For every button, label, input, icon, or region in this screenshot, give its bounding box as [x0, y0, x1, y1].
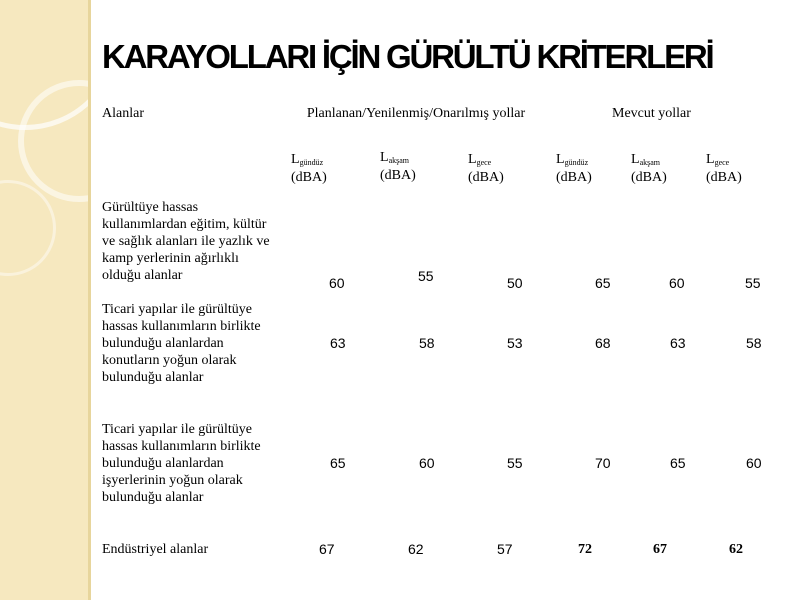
header-existing-roads: Mevcut yollar	[612, 106, 691, 121]
row-3-existing-night: 60	[746, 455, 762, 471]
row-2-existing-evening: 63	[670, 335, 686, 351]
subscript-night: gece	[476, 158, 492, 167]
l-symbol: L	[706, 152, 715, 167]
subscript-evening: akşam	[388, 156, 409, 165]
l-symbol: L	[468, 152, 477, 167]
row-4-existing-day: 72	[578, 542, 592, 557]
decorative-side-strip	[0, 0, 88, 600]
row-1-planned-day: 60	[329, 275, 345, 291]
l-symbol: L	[380, 150, 389, 165]
row-1-planned-night: 50	[507, 275, 523, 291]
row-3-existing-day: 70	[595, 455, 611, 471]
l-symbol: L	[291, 152, 300, 167]
header-areas: Alanlar	[102, 106, 144, 121]
subheader-planned-night	[468, 151, 504, 186]
unit-label: (dBA)	[380, 168, 416, 183]
row-3-planned-evening: 60	[419, 455, 435, 471]
row-3-existing-evening: 65	[670, 455, 686, 471]
subscript-day: gündüz	[564, 158, 589, 167]
subheader-existing-evening	[631, 151, 667, 186]
row-4-planned-day: 67	[319, 541, 335, 557]
row-2-area: Ticari yapılar ile gürültüye hassas kullanımların birlikte bulunduğu alanlardan konutların yoğun olarak bulunduğu alanlar	[102, 302, 261, 385]
row-1-area: Gürültüye hassas kullanımlardan eğitim, kültür ve sağlık alanları ile yazlık ve kamp yerlerinin ağırlıklı olduğu alanlar	[102, 200, 270, 283]
row-4-existing-evening: 67	[653, 542, 667, 557]
row-2-existing-night: 58	[746, 335, 762, 351]
row-3-planned-night: 55	[507, 455, 523, 471]
unit-label: (dBA)	[468, 170, 504, 185]
row-3-planned-day: 65	[330, 455, 346, 471]
row-2-existing-day: 68	[595, 335, 611, 351]
unit-label: (dBA)	[556, 170, 592, 185]
unit-label: (dBA)	[291, 170, 327, 185]
row-4-planned-night: 57	[497, 541, 513, 557]
row-2-planned-evening: 58	[419, 335, 435, 351]
subscript-day: gündüz	[299, 158, 324, 167]
row-1-existing-day: 65	[595, 275, 611, 291]
row-2-planned-night: 53	[507, 335, 523, 351]
decorative-ring	[0, 180, 56, 276]
l-symbol: L	[556, 152, 565, 167]
row-1-existing-evening: 60	[669, 275, 685, 291]
row-4-area: Endüstriyel alanlar	[102, 542, 209, 557]
side-strip-edge	[88, 0, 91, 600]
header-planned-roads: Planlanan/Yenilenmiş/Onarılmış yollar	[306, 106, 526, 121]
subheader-existing-day	[556, 151, 592, 186]
slide-title: KARAYOLLARI İÇİN GÜRÜLTÜ KRİTERLERİ	[102, 38, 713, 75]
unit-label: (dBA)	[631, 170, 667, 185]
l-symbol: L	[631, 152, 640, 167]
row-1-planned-evening: 55	[418, 268, 434, 284]
row-3-area: Ticari yapılar ile gürültüye hassas kullanımların birlikte bulunduğu alanlardan işyerlerinin yoğun olarak bulunduğu alanlar	[102, 422, 261, 505]
row-2-planned-day: 63	[330, 335, 346, 351]
subheader-planned-day	[291, 151, 327, 186]
row-4-existing-night: 62	[729, 542, 743, 557]
row-4-planned-evening: 62	[408, 541, 424, 557]
row-1-existing-night: 55	[745, 275, 761, 291]
unit-label: (dBA)	[706, 170, 742, 185]
subheader-existing-night	[706, 151, 742, 186]
subscript-night: gece	[714, 158, 730, 167]
subscript-evening: akşam	[639, 158, 660, 167]
subheader-planned-evening	[380, 149, 416, 184]
